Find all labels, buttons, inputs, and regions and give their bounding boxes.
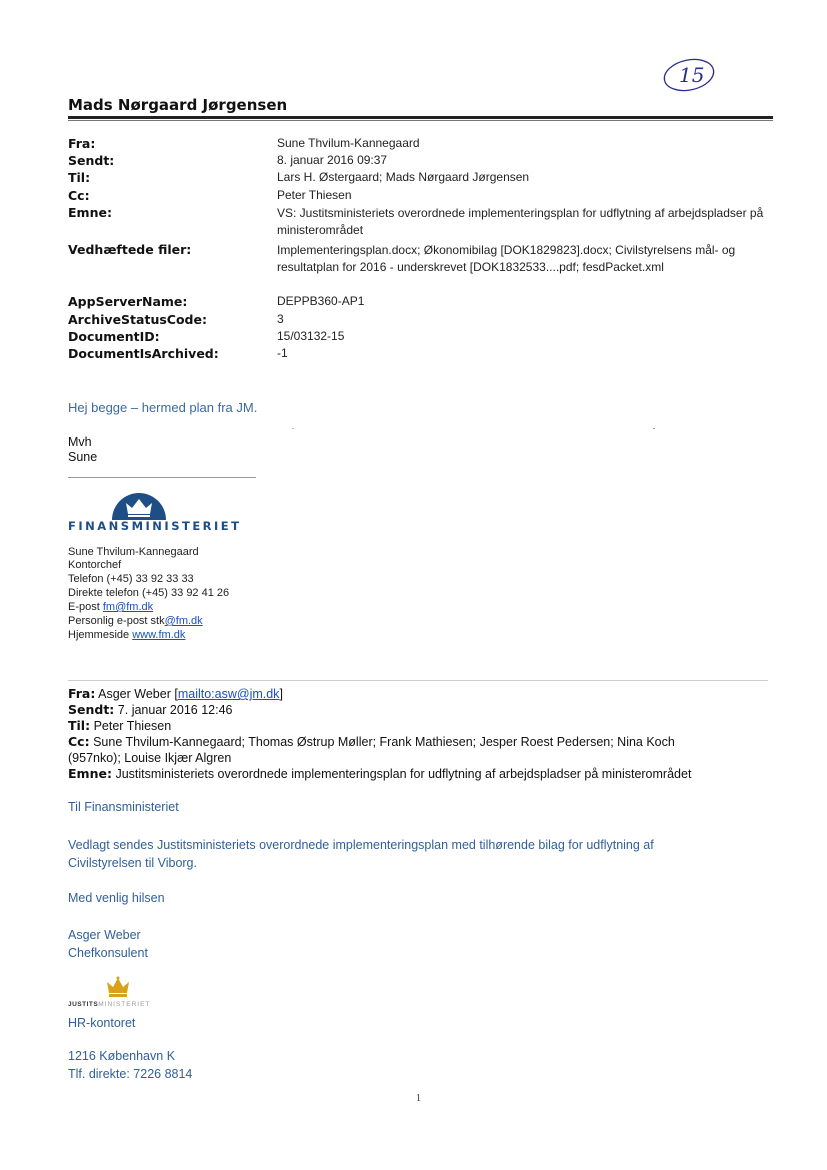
archive-status-value: 3 [277,312,284,326]
from-value: Sune Thvilum-Kannegaard [277,136,420,150]
sent-value: 8. januar 2016 09:37 [277,153,388,167]
sig-personal-email-link[interactable]: @fm.dk [164,615,203,627]
stamp-number: 15 [679,63,705,87]
fwd-sent-line [68,702,768,718]
to-value: Lars H. Østergaard; Mads Nørgaard Jørgensen [277,170,530,184]
subject-label: Emne: [68,205,112,220]
header-rule-thin [68,120,773,121]
sig-website-line [68,629,185,641]
finansministeriet-crown-icon [108,490,170,520]
fwd-cc-value: Sune Thvilum-Kannegaard; Thomas Østrup Møller; Frank Mathiesen; Jesper Roest Pedersen; Nina Koch [93,735,675,749]
document-id-label: DocumentID: [68,329,160,344]
fwd-sent-label: Sendt: [68,702,115,717]
fwd-from-bracket-open: [ [174,687,178,701]
sig-phone: Telefon (+45) 33 92 33 33 [68,573,194,585]
fwd-to-line [68,718,768,734]
sender-title: Chefkonsulent [68,946,148,960]
handwritten-stamp-icon [660,55,718,95]
body-text-line-2: Civilstyrelsen til Viborg. [68,856,197,870]
sig-email-link[interactable]: fm@fm.dk [102,601,154,613]
jm-word-light: MINISTERIET [98,1001,151,1008]
body-text-line-1: Vedlagt sendes Justitsministeriets overordnede implementeringsplan med tilhørende bilag for udflytning af [68,838,654,852]
forward-separator [68,680,768,681]
attachments-label: Vedhæftede filer: [68,242,192,257]
sig-email-line [68,601,153,613]
sig-website-link[interactable]: www.fm.dk [132,629,186,641]
scan-mark [653,428,655,429]
greeting-text: Hej begge – hermed plan fra JM. [68,400,258,415]
justitsministeriet-crown-icon [105,975,131,999]
sig-personal-email-line [68,615,203,627]
to-label: Til: [68,170,91,185]
finansministeriet-wordmark: FINANSMINISTERIET [68,519,242,533]
is-archived-value: -1 [277,346,288,360]
fwd-cc-line [68,734,768,750]
fwd-subject-label: Emne: [68,766,112,781]
fwd-from-line [68,686,768,702]
closing-block [68,435,97,465]
closing-name: Sune [68,450,98,464]
sig-email-prefix: E-post [68,601,103,613]
address: 1216 København K [68,1049,176,1063]
fwd-subject-value: Justitsministeriets overordnede implementeringsplan for udflytning af arbejdspladser på ministerområdet [115,767,692,781]
sig-personal-email-prefix: Personlig e-post stk [68,615,165,627]
sent-label: Sendt: [68,153,115,168]
closing-text-2: Med venlig hilsen [68,891,165,905]
sender-name: Asger Weber [68,928,141,942]
cc-value: Peter Thiesen [277,188,352,202]
page-number: 1 [416,1093,421,1104]
scan-mark [292,428,294,429]
closing-text: Mvh [68,435,92,449]
signature-rule [68,477,256,478]
direct-phone: Tlf. direkte: 7226 8814 [68,1067,193,1081]
attachments-value: Implementeringsplan.docx; Økonomibilag [DOK1829823].docx; Civilstyrelsens mål- og resultatplan for 2016 - underskrevet [DOK1832533....pdf; fesdPacket.xml [277,243,736,274]
cc-label: Cc: [68,188,90,203]
justitsministeriet-wordmark [68,1001,150,1008]
fwd-from-label: Fra: [68,686,96,701]
salutation: Til Finansministeriet [68,800,179,814]
fwd-cc-line-2: (957nko); Louise Ikjær Algren [68,751,232,765]
fwd-to-value: Peter Thiesen [93,719,172,733]
sig-website-prefix: Hjemmeside [68,629,133,641]
fwd-to-label: Til: [68,718,91,733]
subject-value: VS: Justitsministeriets overordnede implementeringsplan for udflytning af arbejdspladser på ministerområdet [277,206,764,237]
fwd-cc-label: Cc: [68,734,90,749]
header-rule [68,116,773,119]
sig-name: Sune Thvilum-Kannegaard [68,546,199,558]
document-id-value: 15/03132-15 [277,329,345,343]
fwd-from-mail-link[interactable]: mailto:asw@jm.dk [177,687,280,701]
app-server-label: AppServerName: [68,294,188,309]
department: HR-kontoret [68,1016,136,1030]
from-label: Fra: [68,136,96,151]
mailbox-owner: Mads Nørgaard Jørgensen [68,96,288,114]
fwd-subject-line [68,766,768,782]
app-server-value: DEPPB360-AP1 [277,294,365,308]
jm-word-bold: JUSTITS [68,1001,99,1008]
fwd-sent-value: 7. januar 2016 12:46 [117,703,233,717]
archive-status-label: ArchiveStatusCode: [68,312,207,327]
sig-title: Kontorchef [68,559,122,571]
fwd-from-name: Asger Weber [98,687,175,701]
fwd-from-bracket-close: ] [279,687,283,701]
is-archived-label: DocumentIsArchived: [68,346,219,361]
sig-direct-phone: Direkte telefon (+45) 33 92 41 26 [68,587,230,599]
